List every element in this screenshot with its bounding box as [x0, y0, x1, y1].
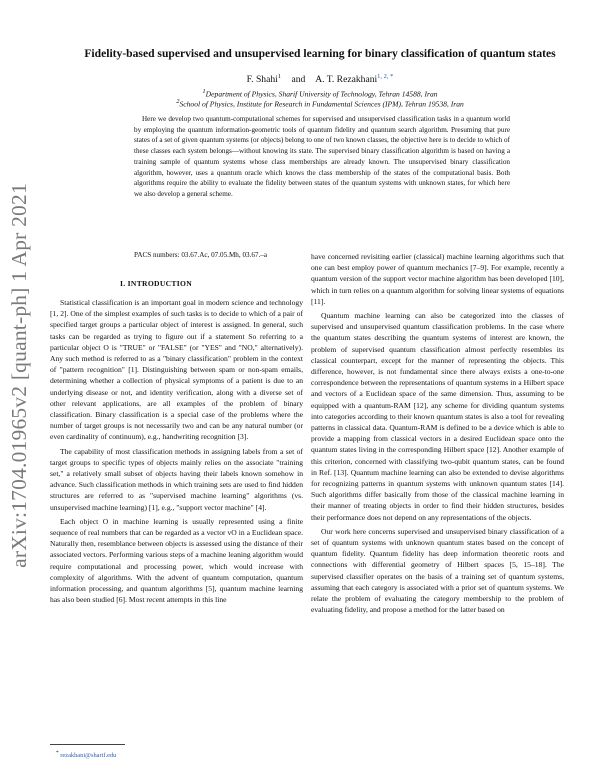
- affiliation-2-text: School of Physics, Institute for Research in Fundamental Sciences (IPM), Tehran 19538, Iran: [179, 99, 464, 109]
- author-1-name: F. Shahi: [246, 74, 278, 86]
- corresponding-author-email-link[interactable]: rezakhani@sharif.edu: [60, 752, 117, 760]
- affiliation-1-text: Department of Physics, Sharif University of Technology, Tehran 14588, Iran: [205, 89, 438, 99]
- affiliation-2: [40, 98, 600, 109]
- footnote-mark: *: [56, 750, 59, 756]
- abstract: Here we develop two quantum-computational schemes for supervised and unsupervised classification tasks in a quantum world by employing the quantum information-geometric tools of quantum fidelity and quantum search algorithm. Presuming that pure states of a set of given quantum systems (or objects) belong to one of two known classes, the objective here is to decide to which of these classes each system belongs—without knowing its state. The supervised binary classification algorithm is based on having a training sample of quantum systems whose class memberships are already known. The unsupervised binary classification algorithm, however, uses a quantum oracle which knows the class membership of the states of the computational basis. Both algorithms require the ability to evaluate the fidelity between states of the quantum systems with unknown states, for which here we also develop a general scheme.: [134, 115, 510, 198]
- body-paragraph: Statistical classification is an important goal in modern science and technology [1, 2]. One of the simplest examples of such tasks is to decide to which of a pair of specified target groups a particular object of interest is assigned. In general, such tasks can be regarded as trying to figure out if a statement So referring to a particular object O is "TRUE" or "FALSE" (or "YES" and "NO," alternatively). Any such method is referred to as a "binary classification" problem in the context of "pattern recognition" [1]. Distinguishing between spam or non-spam emails, determining whether a collection of physical symptoms of a patient is due to an underlying disease or not, and identity verification, along with a diverse set of other relevant applications, are all examples of the problem of binary classification. Binary classification is a special case of the problems where the number of target groups is not necessarily two and can be any natural number (or even cardinality of continuum), e.g., handwriting recognition [3].: [50, 298, 303, 442]
- pacs-numbers: PACS numbers: 03.67.Ac, 07.05.Mh, 03.67.–a: [134, 251, 268, 259]
- author-conjunction: and: [291, 74, 306, 86]
- arxiv-stamp-text: arXiv:1704.01965v2 [quant-ph] 1 Apr 2021: [6, 182, 31, 568]
- author-2-affiliation-mark: 1, 2, *: [377, 73, 394, 80]
- left-column: [50, 297, 303, 608]
- right-column: [311, 251, 564, 619]
- body-paragraph: Our work here concerns supervised and unsupervised binary classification of a set of quantum systems with unknown quantum states based on the concept of quantum fidelity. Quantum fidelity has deep information theoretic roots and connections with differential geometry of Hilbert spaces [5, 15–18]. The supervised classifier operates on the basis of a training set of quantum systems, assuming that each category is associated with a prior set of quantum systems. We relate the problem of evaluating the category membership to the problem of evaluating fidelity, and propose a method for the latter based on: [311, 526, 564, 615]
- body-paragraph: Each object O in machine learning is usually represented using a finite sequence of real numbers that can be regarded as a vector vO in a Euclidean space. Naturally then, resemblance between objects is assessed using the distance of their associated vectors. Performing various steps of a machine leaning algorithm would require computational and processing power, which would increase with complexity of algorithms. With the advent of quantum computation, quantum information processing, and quantum algorithms [5], quantum machine learning has also been studied [6]. Most recent attempts in this line: [50, 516, 303, 605]
- footnote: [56, 750, 116, 759]
- author-1-affiliation-mark: 1: [277, 73, 282, 80]
- affiliation-1: [40, 88, 600, 99]
- author-list: [40, 73, 600, 85]
- footnote-divider: [50, 744, 125, 745]
- paper-title: Fidelity-based supervised and unsupervised learning for binary classification of quantum states: [84, 47, 556, 60]
- arxiv-identifier-stamp: [2, 140, 36, 610]
- affiliation-1-mark: 1: [202, 88, 206, 95]
- body-paragraph: Quantum machine learning can also be categorized into the classes of supervised and unsupervised quantum classification problems. In the case where the quantum states describing the quantum systems of interest are known, the problem of supervised quantum classification almost perfectly resembles its classical counterpart, except for the manner of representing the objects. This difference, however, is not fundamental since there always exists a one-to-one correspondence between the representations of quantum systems in a Hilbert space and vectors of a Euclidean space of the same dimension. Thus, assuming to be equipped with a quantum-RAM [12], any scheme for dividing quantum systems into categories according to their known quantum states is also a tool for revealing patterns in classical data. Quantum-RAM is defined to be a device which is able to provide a mapping from classical vectors in a desired Euclidean space onto the quantum states living in the corresponding Hilbert space [12]. Another example of this criterion, concerned with classifying two-qubit quantum states, can be found in Ref. [13]. Quantum machine learning can also be extended to devise algorithms for recognizing patterns in quantum systems with unknown quantum states [14]. Such algorithms differ basically from those of the classical machine learning in their manner of treating objects in order to find their hidden structures, besides their performance does not depend on any representations of the objects.: [311, 311, 564, 522]
- section-heading-introduction: I. INTRODUCTION: [120, 279, 193, 288]
- affiliation-2-mark: 2: [176, 98, 180, 105]
- author-2-name: A. T. Rezakhani: [315, 74, 378, 86]
- body-paragraph: have concerned revisiting earlier (classical) machine learning algorithms such that one can best employ power of quantum mechanics [7–9]. For example, recently a quantum version of the support vector machine algorithm has been developed [10], which in turn relies on a quantum algorithm for solving linear systems of equations [11].: [311, 252, 564, 306]
- body-paragraph: The capability of most classification methods in assigning labels from a set of target groups to specific types of objects mainly relies on the associate "training set," a relatively small subset of objects having their labels known somehow in advance. Such classification methods in which training sets are used to find hidden structures are referred to as "supervised machine learning" algorithms (vs. unsupervised machine learning) [1], e.g., "support vector machine" [4].: [50, 446, 303, 512]
